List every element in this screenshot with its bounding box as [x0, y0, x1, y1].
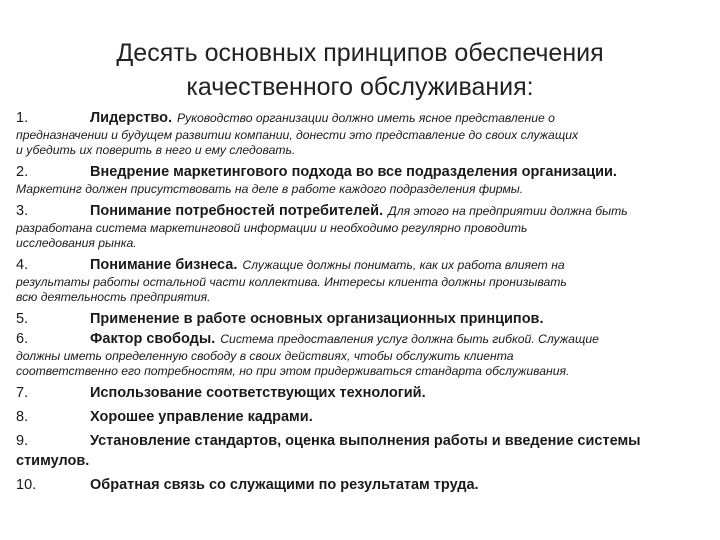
item-text: разработана система маркетинговой информации и необходимо регулярно проводить — [16, 221, 528, 235]
item-number: 1. — [16, 110, 29, 126]
list-item-5 — [16, 309, 706, 329]
item-text: результаты работы остальной части коллектива. Интересы клиента должны пронизывать — [16, 275, 567, 289]
list-item-2 — [16, 162, 706, 197]
item-text: Для этого на предприятии должна быть — [388, 204, 628, 218]
list-item-6 — [16, 329, 706, 379]
item-heading-continued: стимулов. — [16, 453, 90, 469]
item-text: Руководство организации должно иметь ясное представление о — [177, 111, 555, 125]
list-item-7 — [16, 383, 706, 403]
item-number: 6. — [16, 331, 29, 347]
item-text: и убедить их поверить в него и ему следовать. — [16, 143, 296, 157]
item-text: предназначении и будущем развитии компании, донести это представление до своих служащих — [16, 128, 579, 142]
list-item-1 — [16, 108, 706, 158]
item-heading: Применение в работе основных организационных принципов. — [90, 311, 544, 327]
item-text: должны иметь определенную свободу в своих действиях, чтобы обслужить клиента — [16, 349, 514, 363]
item-heading: Лидерство. — [90, 110, 172, 126]
item-text: Служащие должны понимать, как их работа влияет на — [242, 258, 565, 272]
list-item-9 — [16, 431, 706, 471]
item-text: Система предоставления услуг должна быть гибкой. Служащие — [220, 332, 599, 346]
item-heading: Фактор свободы. — [90, 331, 216, 347]
item-number: 9. — [16, 433, 29, 449]
list-item-8 — [16, 407, 706, 427]
item-heading: Понимание потребностей потребителей. — [90, 203, 384, 219]
item-text: Маркетинг должен присутствовать на деле в работе каждого подразделения фирмы. — [16, 182, 524, 196]
item-number: 5. — [16, 311, 29, 327]
item-number: 4. — [16, 257, 29, 273]
list-item-10 — [16, 475, 706, 495]
item-text: исследования рынка. — [16, 236, 137, 250]
item-number: 2. — [16, 164, 29, 180]
item-number: 8. — [16, 409, 29, 425]
item-heading: Внедрение маркетингового подхода во все подразделения организации. — [90, 164, 617, 180]
item-heading: Использование соответствующих технологий. — [90, 385, 426, 401]
slide-title — [60, 36, 660, 104]
item-heading: Обратная связь со служащими по результатам труда. — [90, 477, 479, 493]
item-heading: Установление стандартов, оценка выполнения работы и введение системы — [90, 433, 641, 449]
title-line-1: Десять основных принципов обеспечения — [116, 39, 604, 67]
item-number: 3. — [16, 203, 29, 219]
list-item-4 — [16, 255, 706, 305]
list-item-3 — [16, 201, 706, 251]
principles-list — [16, 108, 706, 495]
item-heading: Хорошее управление кадрами. — [90, 409, 313, 425]
item-heading: Понимание бизнеса. — [90, 257, 238, 273]
item-number: 10. — [16, 477, 37, 493]
title-line-2: качественного обслуживания: — [186, 73, 534, 101]
item-number: 7. — [16, 385, 29, 401]
item-text: соответственно его потребностям, но при этом придерживаться стандарта обслуживания. — [16, 364, 570, 378]
item-text: всю деятельность предприятия. — [16, 290, 211, 304]
